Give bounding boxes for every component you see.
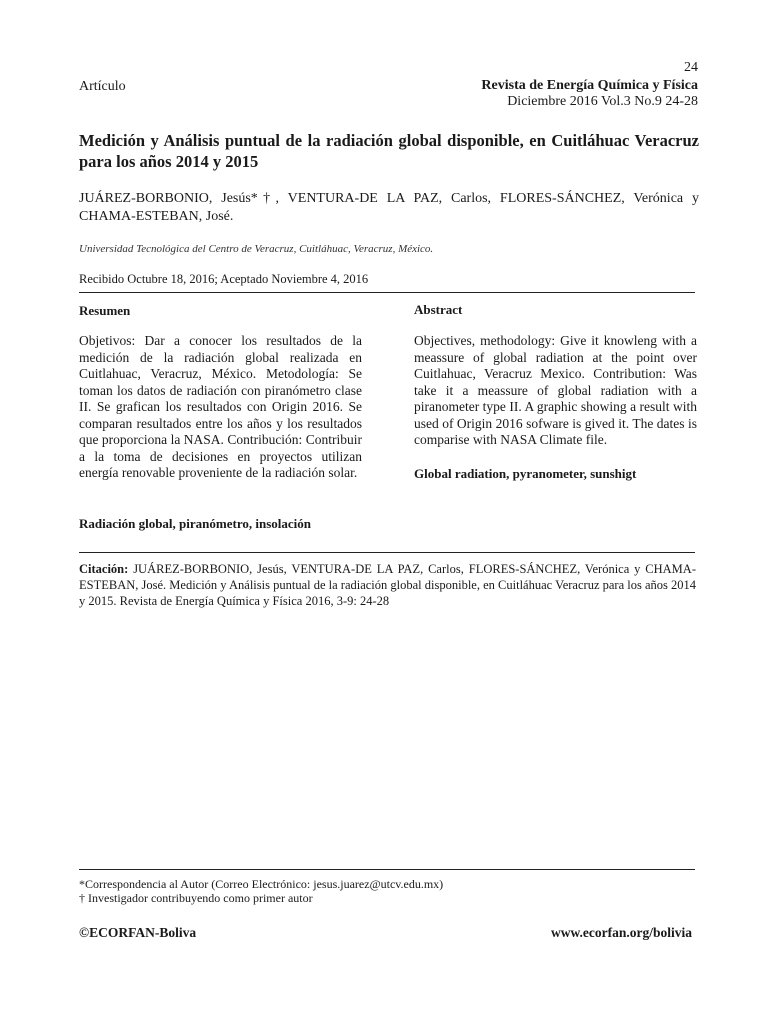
abstract-text: Objectives, methodology: Give it knowleng with a meassure of global radiation at the point over Cuitlahuac, Veracruz Mexico. Contribution: Was take it a meassure of global radiation with a piranometer type II. A graphic showing a result with used of Origin 2016 sofware is gived it. The dates is comparise with NASA Climate file.: [414, 333, 697, 447]
citation-label: Citación:: [79, 562, 129, 576]
first-author-note: † Investigador contribuyendo como primer autor: [79, 891, 313, 905]
resumen-keywords: Radiación global, piranómetro, insolación: [79, 516, 311, 531]
section-label: Artículo: [79, 79, 126, 94]
abstract-heading: Abstract: [414, 302, 463, 317]
page-number: 24: [684, 60, 698, 75]
resumen-text: Objetivos: Dar a conocer los resultados de la medición de la radiación global realizada en Cuitlahuac, Veracruz, México. Metodología: Se toman los datos de radiación con piranómetro clase II. Se grafican los resultados con Origin 2016. Se comparan resultados entre los años y los resultados que proporciona la NASA. Contribución: Contribuir a la toma de decisiones en proyectos utilizan energía renovable proveniente de la radiación solar.: [79, 333, 362, 480]
citation-block: [79, 561, 696, 609]
correspondence-note: *Correspondencia al Autor (Correo Electrónico: jesus.juarez@utcv.edu.mx): [79, 877, 444, 891]
resumen-heading: Resumen: [79, 303, 131, 318]
website-link[interactable]: www.ecorfan.org/bolivia: [551, 925, 692, 940]
footnote-divider: [79, 869, 695, 870]
abstract-keywords: Global radiation, pyranometer, sunshigt: [414, 466, 637, 481]
divider: [79, 552, 695, 553]
issue-info: Diciembre 2016 Vol.3 No.9 24-28: [507, 94, 698, 109]
journal-name: Revista de Energía Química y Física: [481, 78, 698, 93]
divider: [79, 292, 695, 293]
copyright: ©ECORFAN-Boliva: [79, 925, 197, 940]
article-title: Medición y Análisis puntual de la radiación global disponible, en Cuitláhuac Veracruz para los años 2014 y 2015: [79, 131, 699, 171]
citation-text: JUÁREZ-BORBONIO, Jesús, VENTURA-DE LA PAZ, Carlos, FLORES-SÁNCHEZ, Verónica y CHAMA-ESTEBAN, José. Medición y Análisis puntual de la radiación global disponible, en Cuitláhuac Veracruz para los años 2014 y 2015. Revista de Energía Química y Física 2016, 3-9: 24-28: [79, 562, 696, 608]
received-accepted-dates: Recibido Octubre 18, 2016; Aceptado Noviembre 4, 2016: [79, 272, 369, 286]
author-list: JUÁREZ-BORBONIO, Jesús*†, VENTURA-DE LA PAZ, Carlos, FLORES-SÁNCHEZ, Verónica y CHAMA-ESTEBAN, José.: [79, 191, 699, 224]
affiliation: Universidad Tecnológica del Centro de Veracruz, Cuitláhuac, Veracruz, México.: [79, 243, 434, 255]
